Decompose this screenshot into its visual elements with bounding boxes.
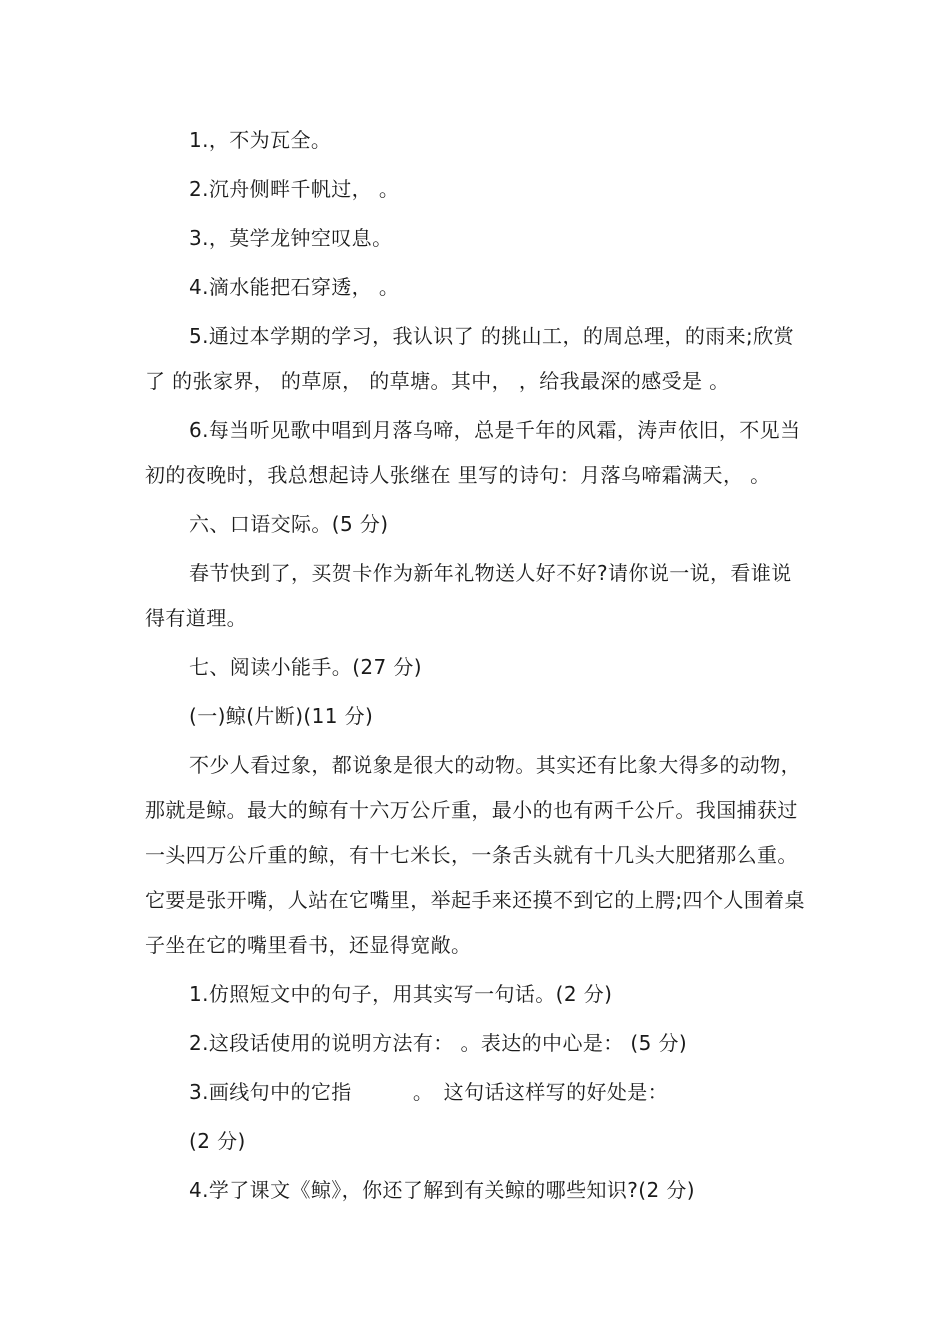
reading-question-3: 3.画线句中的它指 。 这句话这样写的好处是： [189,1080,669,1104]
blank-fill-item-3: 3.，莫学龙钟空叹息。 [189,226,393,250]
reading-passage: 不少人看过象，都说象是很大的动物。其实还有比象大得多的动物，那就是鲸。最大的鲸有十六万公斤重，最小的也有两千公斤。我国捕获过一头四万公斤重的鲸，有十七米长，一条舌头就有十几头大肥猪那么重。它要是张开嘴，人站在它嘴里，举起手来还摸不到它的上腭;四个人围着桌子坐在它的嘴里看书，还显得宽敞。 [145,753,805,957]
blank-fill-item-5: 5.通过本学期的学习，我认识了 的挑山工，的周总理，的雨来;欣赏了 的张家界， 的草原， 的草塘。其中， ，给我最深的感受是 。 [145,324,794,393]
section-heading-oral: 六、口语交际。(5 分) [189,512,389,536]
blank-fill-item-4: 4.滴水能把石穿透， 。 [189,275,400,299]
reading-question-1: 1.仿照短文中的句子，用其实写一句话。(2 分) [189,982,613,1006]
blank-fill-item-1: 1.，不为瓦全。 [189,128,332,152]
reading-question-3-score: (2 分) [189,1129,246,1153]
blank-fill-item-2: 2.沉舟侧畔千帆过， 。 [189,177,400,201]
oral-question: 春节快到了，买贺卡作为新年礼物送人好不好?请你说一说，看谁说得有道理。 [145,561,792,630]
reading-passage-title: (一)鲸(片断)(11 分) [189,704,374,728]
document-body [145,118,810,1217]
blank-fill-item-6: 6.每当听见歌中唱到月落乌啼，总是千年的风霜，涛声依旧，不见当初的夜晚时，我总想起诗人张继在 里写的诗句：月落乌啼霜满天， 。 [145,418,801,487]
section-heading-reading: 七、阅读小能手。(27 分) [189,655,423,679]
reading-question-4: 4.学了课文《鲸》，你还了解到有关鲸的哪些知识?(2 分) [189,1178,695,1202]
reading-question-2: 2.这段话使用的说明方法有： 。表达的中心是： (5 分) [189,1031,688,1055]
